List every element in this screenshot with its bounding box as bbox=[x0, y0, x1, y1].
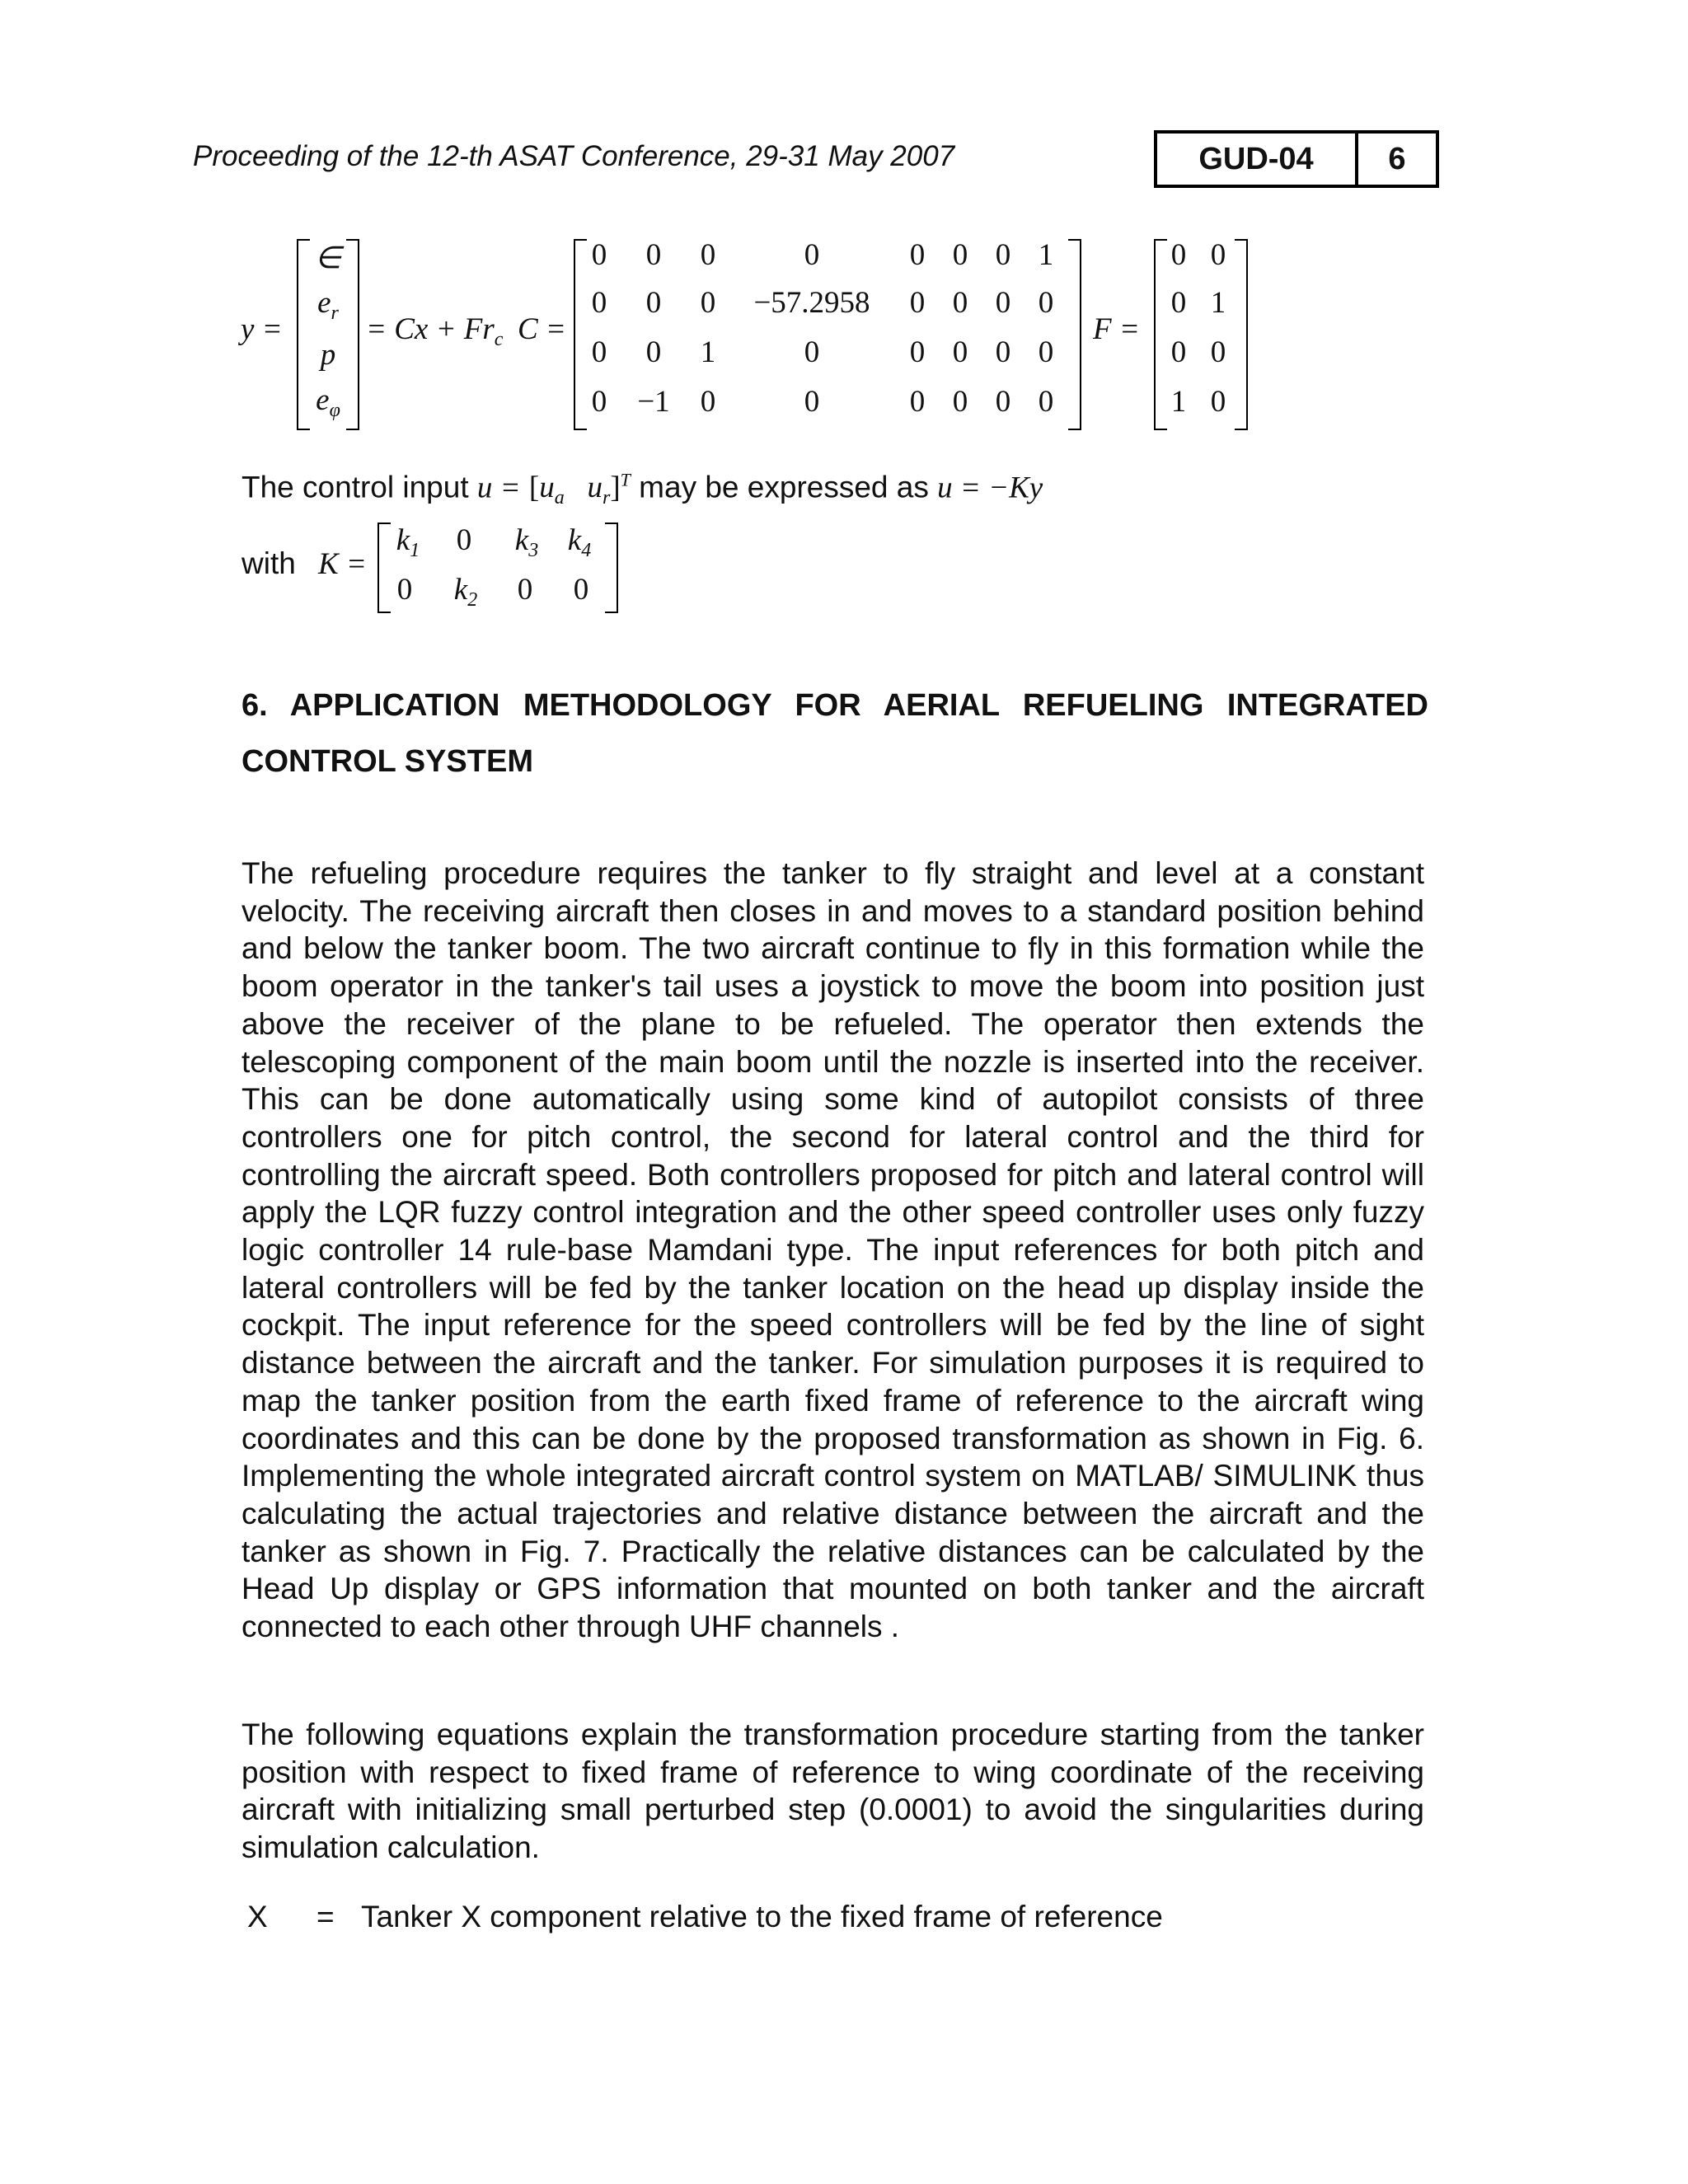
definition-text: Tanker X component relative to the fixed frame of reference bbox=[361, 1900, 1163, 1933]
paper-code: GUD-04 bbox=[1157, 134, 1358, 185]
y-lhs: y = bbox=[241, 312, 283, 346]
f-label: F = bbox=[1093, 312, 1140, 346]
c-matrix-cell: 0 bbox=[1038, 335, 1054, 369]
c-matrix-cell: 0 bbox=[995, 286, 1011, 320]
definition-symbol: X bbox=[247, 1900, 268, 1933]
k-matrix-cell: $k_1$ bbox=[396, 523, 420, 561]
c-matrix-cell: 0 bbox=[700, 385, 716, 419]
with-text: with bbox=[241, 546, 296, 580]
c-matrix-cell: 0 bbox=[804, 238, 820, 272]
c-matrix-cell: −57.2958 bbox=[753, 286, 870, 320]
control-text-2: may be expressed as bbox=[639, 470, 929, 504]
f-matrix-right-bracket bbox=[1235, 239, 1248, 430]
y-vector-entry: $e_r$ bbox=[317, 286, 339, 324]
c-matrix-cell: 0 bbox=[591, 238, 607, 272]
c-matrix-cell: 0 bbox=[909, 238, 926, 272]
c-matrix-cell: 0 bbox=[591, 286, 607, 320]
c-matrix-cell: 0 bbox=[952, 238, 968, 272]
section-heading-line-2: CONTROL SYSTEM bbox=[241, 744, 533, 779]
k-matrix-cell: $k_3$ bbox=[514, 523, 539, 561]
header-box bbox=[1154, 130, 1439, 188]
c-matrix-cell: 0 bbox=[952, 286, 968, 320]
y-vector-right-bracket bbox=[346, 239, 359, 430]
c-matrix-cell: 0 bbox=[804, 385, 820, 419]
c-matrix-cell: 0 bbox=[591, 385, 607, 419]
f-matrix-cell: 0 bbox=[1170, 238, 1187, 272]
f-matrix-cell: 0 bbox=[1210, 335, 1226, 369]
k-matrix-right-bracket bbox=[605, 523, 618, 613]
f-matrix-cell: 0 bbox=[1170, 335, 1187, 369]
c-matrix-cell: −1 bbox=[637, 385, 670, 419]
y-vector-entry: $e_\varphi$ bbox=[316, 383, 340, 421]
c-matrix-cell: 0 bbox=[952, 385, 968, 419]
definition-equals: = bbox=[316, 1900, 335, 1933]
c-matrix-right-bracket bbox=[1068, 239, 1081, 430]
control-text-1: The control input bbox=[241, 470, 469, 504]
c-matrix-cell: 0 bbox=[1038, 286, 1054, 320]
f-matrix-cell: 0 bbox=[1210, 238, 1226, 272]
c-matrix-cell: 1 bbox=[1038, 238, 1054, 272]
c-matrix-cell: 0 bbox=[909, 286, 926, 320]
page-number: 6 bbox=[1388, 141, 1406, 176]
c-matrix-cell: 0 bbox=[645, 335, 662, 369]
c-matrix-cell: 0 bbox=[995, 335, 1011, 369]
c-label: C = bbox=[518, 312, 566, 346]
control-u-eq: u = bbox=[476, 471, 521, 505]
f-matrix-cell: 1 bbox=[1170, 385, 1187, 419]
f-matrix-cell: 0 bbox=[1210, 385, 1226, 419]
k-matrix-cell: 0 bbox=[573, 573, 589, 607]
control-law: u = −Ky bbox=[937, 471, 1043, 505]
k-matrix-cell: 0 bbox=[456, 523, 472, 557]
k-matrix-cell: 0 bbox=[396, 573, 413, 607]
f-matrix-cell: 0 bbox=[1170, 286, 1187, 320]
c-matrix-cell: 0 bbox=[909, 385, 926, 419]
k-matrix-cell: $k_4$ bbox=[567, 523, 592, 561]
c-matrix-cell: 0 bbox=[700, 238, 716, 272]
k-matrix-cell: 0 bbox=[517, 573, 533, 607]
c-matrix-cell: 0 bbox=[995, 385, 1011, 419]
control-input-line bbox=[241, 470, 1043, 509]
c-matrix-cell: 0 bbox=[645, 286, 662, 320]
section-heading-line-1: 6. APPLICATION METHODOLOGY FOR AERIAL REFUELING INTEGRATED bbox=[241, 688, 1428, 723]
c-matrix-cell: 0 bbox=[995, 238, 1011, 272]
c-matrix-cell: 0 bbox=[645, 238, 662, 272]
section-heading bbox=[241, 677, 1428, 790]
c-matrix-cell: 0 bbox=[1038, 385, 1054, 419]
c-matrix-cell: 0 bbox=[952, 335, 968, 369]
y-vector-left-bracket bbox=[297, 239, 310, 430]
body-paragraph-2: The following equations explain the transformation procedure starting from the tanker position with respect to fixed frame of reference to wing coordinate of the receiving aircraft with initializing small perturbed step (0.0001) to avoid the singularities during simulation calculation. bbox=[241, 1718, 1424, 1865]
y-vector-entry: p bbox=[320, 338, 336, 372]
k-matrix-cell: $k_2$ bbox=[453, 573, 478, 611]
k-label: K = bbox=[318, 547, 367, 581]
c-matrix-cell: 0 bbox=[804, 335, 820, 369]
y-vector-entry: ∈ bbox=[314, 241, 342, 275]
y-rhs: = $Cx + Fr_c$ bbox=[366, 312, 504, 350]
body-paragraph-1: The refueling procedure requires the tanker to fly straight and level at a constant velocity. The receiving aircraft then closes in and moves to a standard position behind and below the tanker boom. The two aircraft continue to fly in this formation while the boom operator in the tanker's tail uses a joystick to move the boom into position just above the receiver of the plane to be refueled. The operator then extends the telescoping component of the main boom until the nozzle is inserted into the receiver. This can be done automatically using some kind of autopilot consists of three controllers one for pitch control, the second for lateral control and the third for controlling the aircraft speed. Both controllers proposed for pitch and lateral control will apply the LQR fuzzy control integration and the other speed controller uses only fuzzy logic controller 14 rule-base Mamdani type. The input references for both pitch and lateral controllers will be fed by the tanker location on the head up display inside the cockpit. The input reference for the speed controllers will be fed by the line of sight distance between the aircraft and the tanker. For simulation purposes it is required to map the tanker position from the earth fixed frame of reference to the aircraft wing coordinates and this can be done by the proposed transformation as shown in Fig. 6. Implementing the whole integrated aircraft control system on MATLAB/ SIMULINK thus calculating the actual trajectories and relative distance between the aircraft and the tanker as shown in Fig. 7. Practically the relative distances can be calculated by the Head Up display or GPS information that mounted on both tanker and the aircraft connected to each other through UHF channels . bbox=[241, 856, 1424, 1644]
f-matrix-cell: 1 bbox=[1210, 286, 1226, 320]
c-matrix-cell: 0 bbox=[700, 286, 716, 320]
control-u-vector: [$u_a$ $u_r]^T$ bbox=[528, 470, 631, 509]
c-matrix-cell: 1 bbox=[700, 335, 716, 369]
c-matrix-cell: 0 bbox=[909, 335, 926, 369]
header-title: Proceeding of the 12-th ASAT Conference, 29-31 May 2007 bbox=[193, 140, 955, 172]
c-matrix-cell: 0 bbox=[591, 335, 607, 369]
